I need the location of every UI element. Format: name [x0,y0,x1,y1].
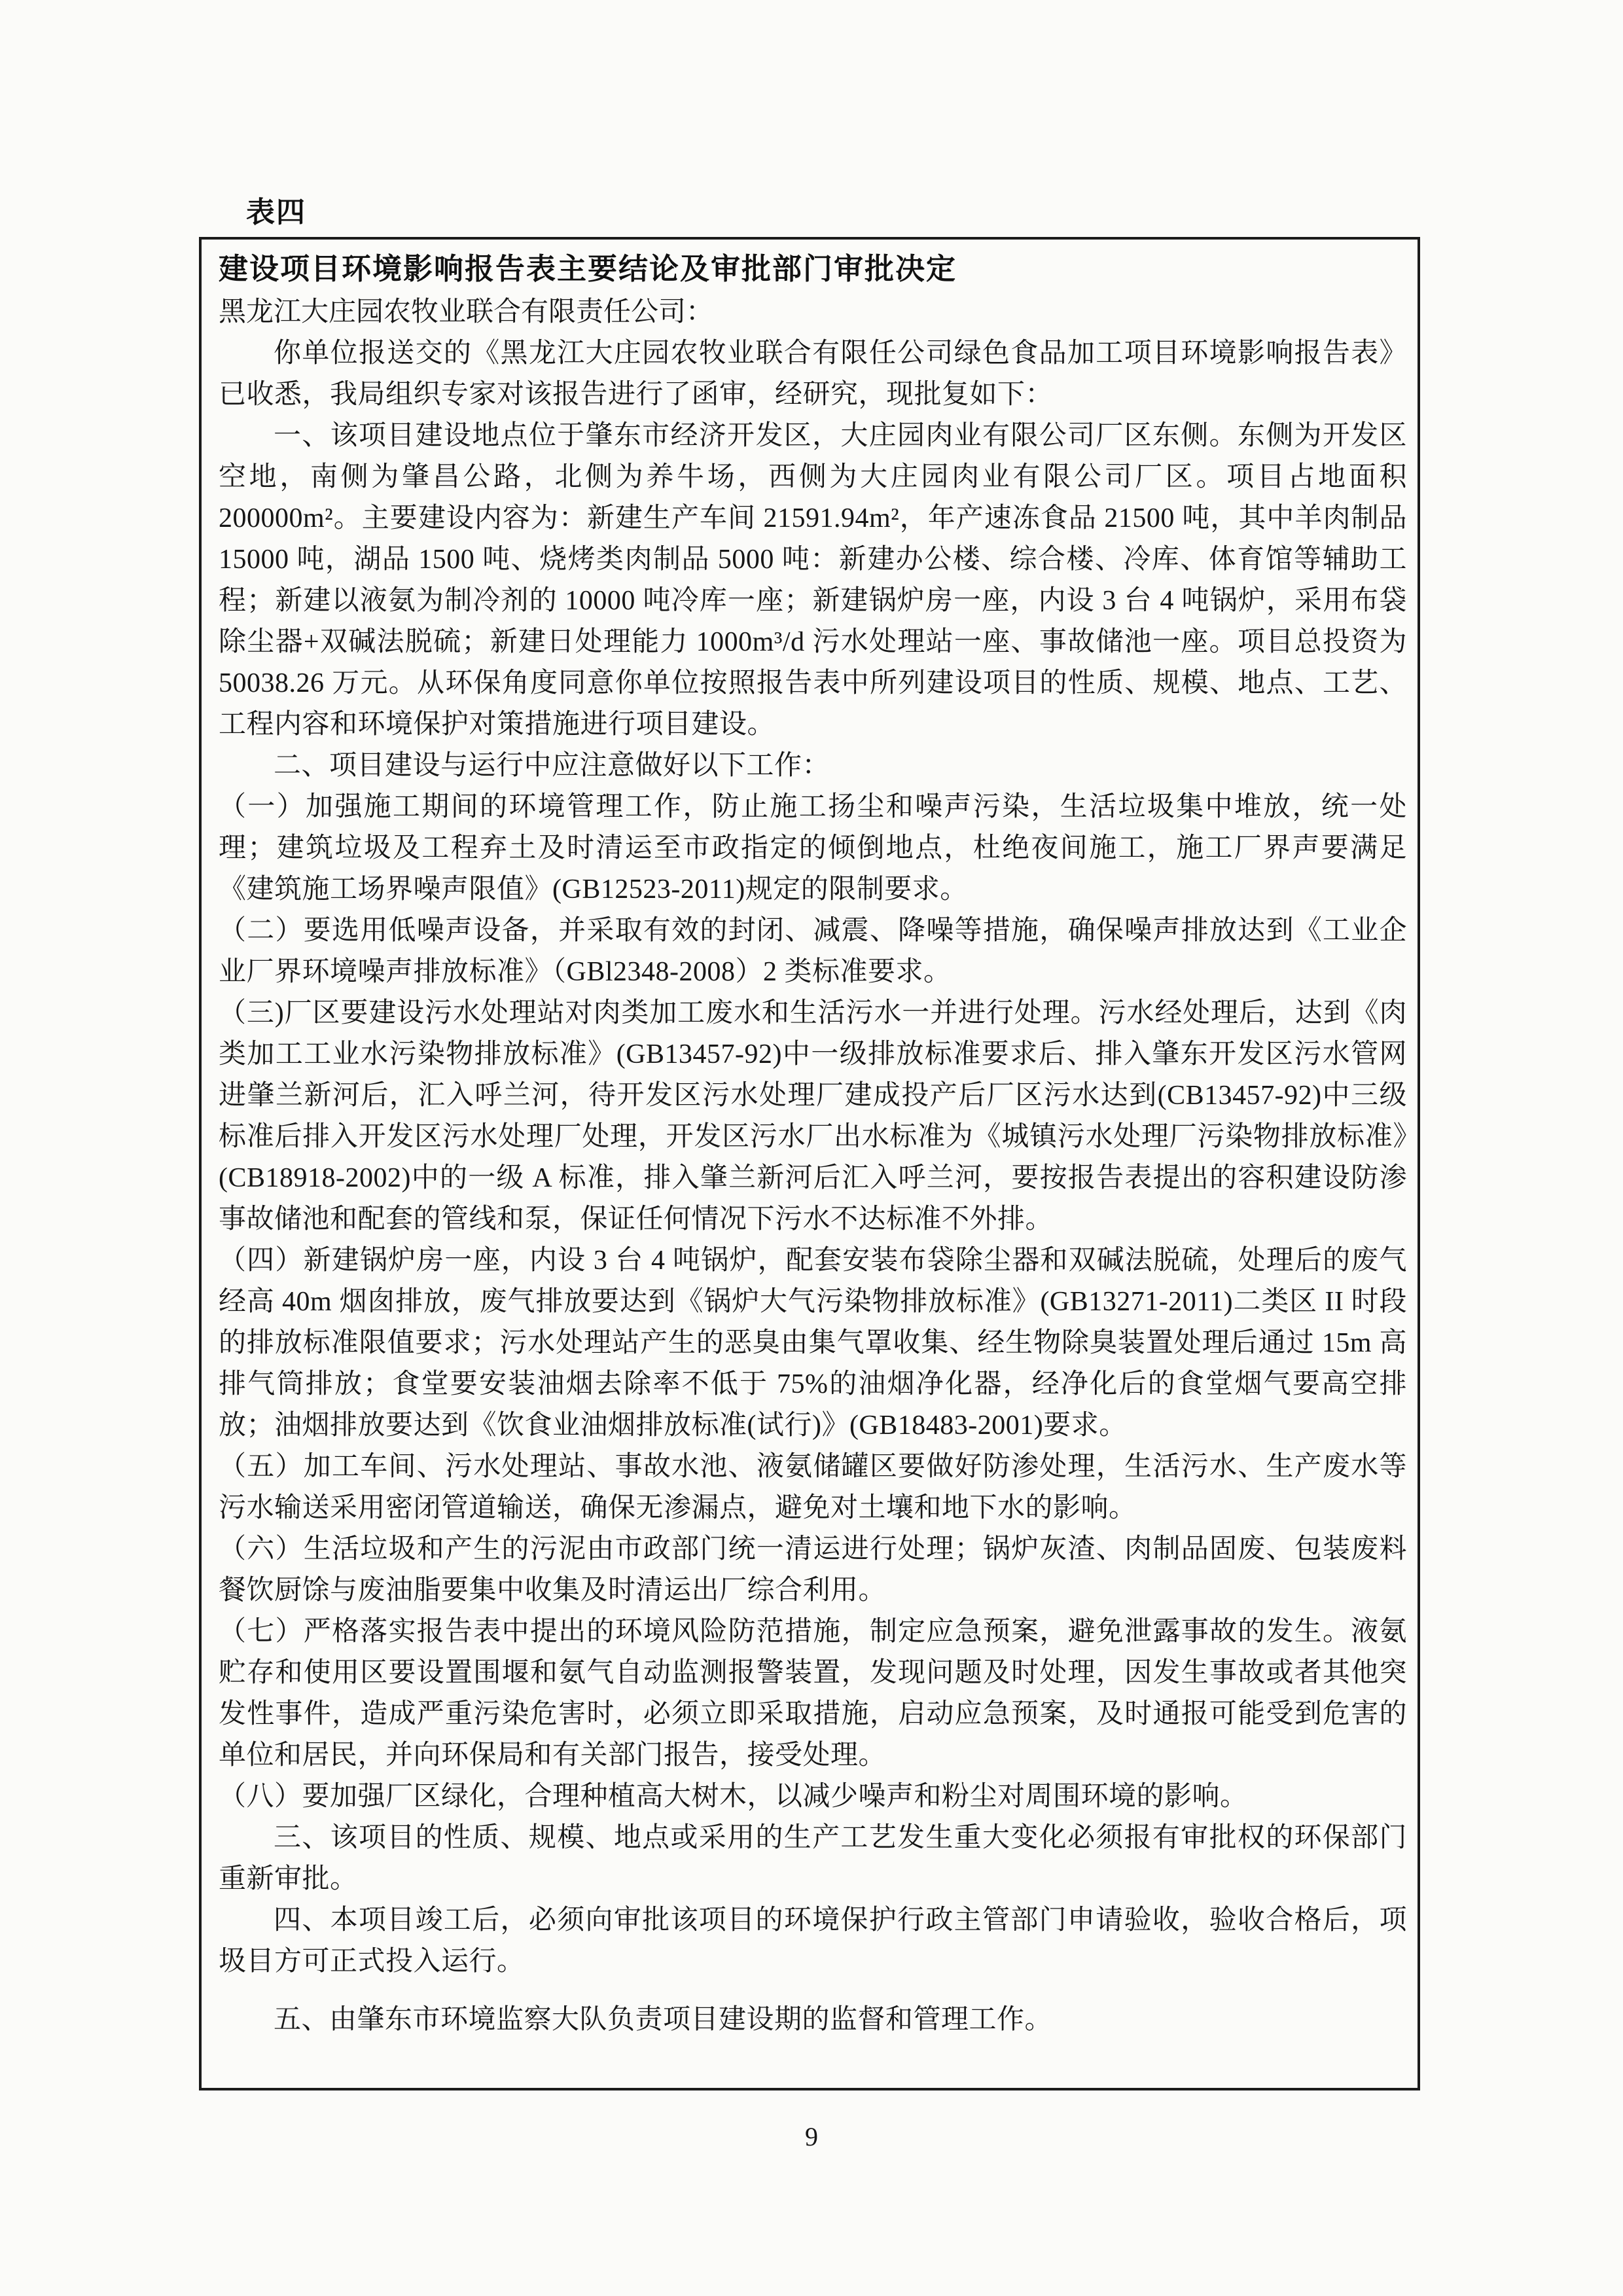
paragraph: （六）生活垃圾和产生的污泥由市政部门统一清运进行处理；锅炉灰渣、肉制品固废、包装废料餐饮厨馀与废油脂要集中收集及时清运出厂综合利用。 [219,1534,1407,1605]
salutation: 黑龙江大庄园农牧业联合有限责任公司： [219,297,714,327]
paragraph: 你单位报送交的《黑龙江大庄园农牧业联合有限任公司绿色食品加工项目环境影响报告表》已收悉，我局组织专家对该报告进行了函审，经研究，现批复如下： [219,338,1407,410]
section-title: 建设项目环境影响报告表主要结论及审批部门审批决定 [219,252,957,285]
paragraph: 五、由肇东市环境监察大队负责项目建设期的监督和管理工作。 [274,2005,1053,2035]
paragraph: 四、本项目竣工后，必须向审批该项目的环境保护行政主管部门申请验收，验收合格后，项圾目方可正式投入运行。 [219,1905,1407,1977]
paragraph: （一）加强施工期间的环境管理工作，防止施工扬尘和噪声污染，生活垃圾集中堆放，统一处理；建筑垃圾及工程弃土及时清运至市政指定的倾倒地点，杜绝夜间施工，施工厂界声要满足《建筑施工场界噪声限值》(GB12523-2011)规定的限制要求。 [219,792,1407,905]
paragraph: 三、该项目的性质、规模、地点或采用的生产工艺发生重大变化必须报有审批权的环保部门重新审批。 [219,1823,1407,1894]
paragraph: （三)厂区要建设污水处理站对肉类加工废水和生活污水一并进行处理。污水经处理后，达到《肉类加工工业水污染物排放标准》(GB13457-92)中一级排放标准要求后、排入肇东开发区污水管网进肇兰新河后，汇入呼兰河，待开发区污水处理厂建成投产后厂区污水达到(CB13457-92)中三级标准后排入开发区污水处理厂处理，开发区污水厂出水标准为《城镇污水处理厂污染物排放标准》(CB18918-2002)中的一级 A 标准，排入肇兰新河后汇入呼兰河，要按报告表提出的容积建设防渗事故储池和配套的管线和泵，保证任何情况下污水不达标准不外排。 [219,998,1407,1234]
paragraph: （五）加工车间、污水处理站、事故水池、液氨储罐区要做好防渗处理，生活污水、生产废水等污水输送采用密闭管道输送，确保无渗漏点，避免对土壤和地下水的影响。 [219,1452,1407,1523]
page-number: 9 [805,2122,818,2151]
paragraph: 二、项目建设与运行中应注意做好以下工作： [274,751,830,781]
paragraph: （二）要选用低噪声设备，并采取有效的封闭、减震、降噪等措施，确保噪声排放达到《工业企业厂界环境噪声排放标准》（GBl2348-2008）2 类标准要求。 [219,916,1407,987]
approval-box [199,237,1420,2090]
approval-text [219,333,1407,2041]
paragraph: （七）严格落实报告表中提出的环境风险防范措施，制定应急预案，避免泄露事故的发生。液氨贮存和使用区要设置围堰和氨气自动监测报警装置，发现问题及时处理，因发生事故或者其他突发性事件，造成严重污染危害时，必须立即采取措施，启动应急预案，及时通报可能受到危害的单位和居民，并向环保局和有关部门报告，接受处理。 [219,1617,1407,1770]
table-label: 表四 [246,196,306,228]
paragraph: 一、该项目建设地点位于肇东市经济开发区，大庄园肉业有限公司厂区东侧。东侧为开发区空地，南侧为肇昌公路，北侧为养牛场，西侧为大庄园肉业有限公司厂区。项目占地面积200000m²。主要建设内容为：新建生产车间 21591.94m²，年产速冻食品 21500 吨，其中羊肉制品 15000 吨，湖品 1500 吨、烧烤类肉制品 5000 吨：新建办公楼、综合楼、冷库、体育馆等辅助工程；新建以液氨为制冷剂的 10000 吨冷库一座；新建锅炉房一座，内设 3 台 4 吨锅炉，采用布袋除尘器+双碱法脱硫；新建日处理能力 1000m³/d 污水处理站一座、事故储池一座。项目总投资为 50038.26 万元。从环保角度同意你单位按照报告表中所列建设项目的性质、规模、地点、工艺、工程内容和环境保护对策措施进行项目建设。 [219,421,1407,740]
paragraph: （四）新建锅炉房一座，内设 3 台 4 吨锅炉，配套安装布袋除尘器和双碱法脱硫，处理后的废气经高 40m 烟囱排放，废气排放要达到《锅炉大气污染物排放标准》(GB13271-2011)二类区 II 时段的排放标准限值要求；污水处理站产生的恶臭由集气罩收集、经生物除臭装置处理后通过 15m 高排气筒排放；食堂要安装油烟去除率不低于 75%的油烟净化器，经净化后的食堂烟气要高空排放；油烟排放要达到《饮食业油烟排放标准(试行)》(GB18483-2001)要求。 [219,1246,1407,1441]
paragraph: （八）要加强厂区绿化，合理种植高大树木，以减少噪声和粉尘对周围环境的影响。 [219,1782,1248,1812]
